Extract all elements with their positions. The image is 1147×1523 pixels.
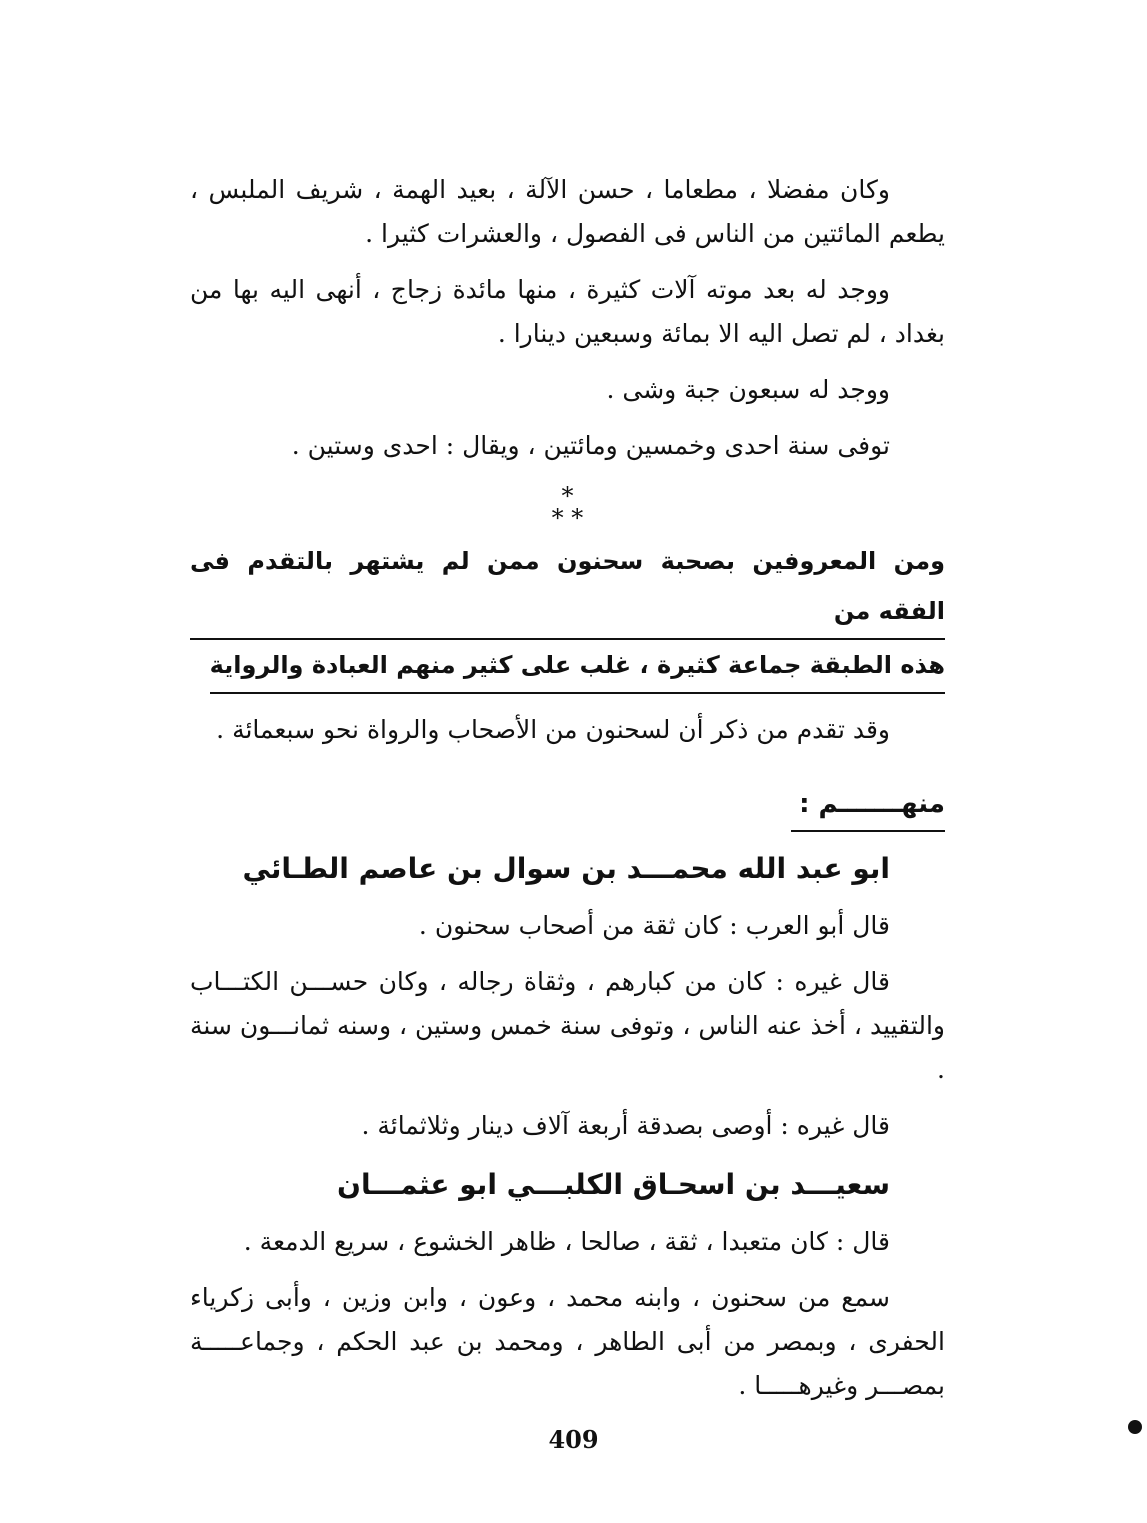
heading-line-2: هذه الطبقة جماعة كثيرة ، غلب على كثير منهم العبادة والرواية xyxy=(210,640,945,694)
paragraph: ووجد له بعد موته آلات كثيرة ، منها مائدة زجاج ، أنهى اليه بها من بغداد ، لم تصل اليه الا بمائة وسبعين دينارا . xyxy=(190,275,945,348)
heading-line-1: ومن المعروفين بصحبة سحنون ممن لم يشتهر بالتقدم فى الفقه من xyxy=(190,536,945,640)
star-bottom: * * xyxy=(551,504,584,532)
paragraph: قال أبو العرب : كان ثقة من أصحاب سحنون . xyxy=(418,911,890,940)
paragraph: وكان مفضلا ، مطعاما ، حسن الآلة ، بعيد الهمة ، شريف الملبس ، يطعم المائتين من الناس فى الفصول ، والعشرات كثيرا . xyxy=(190,175,945,248)
paragraph: توفى سنة احدى وخمسين ومائتين ، ويقال : احدى وستين . xyxy=(291,431,890,460)
paragraph: سمع من سحنون ، وابنه محمد ، وعون ، وابن وزين ، وأبى زكرياء الحفرى ، وبمصر من أبى الطاهر ، ومحمد بن عبد الحكم ، وجماعـــــة بمصـــر وغيرهـــــا . xyxy=(190,1283,945,1400)
chapter-heading xyxy=(190,536,945,694)
paragraph: قال غيره : كان من كبارهم ، وثقاة رجاله ، وكان حســـن الكتـــاب والتقييد ، أخذ عنه الناس ، وتوفى سنة خمس وستين ، وسنه ثمانـــون سنة . xyxy=(190,967,945,1084)
page-number: 409 xyxy=(548,1425,599,1454)
intro-paragraph: وقد تقدم من ذكر أن لسحنون من الأصحاب والرواة نحو سبعمائة . xyxy=(216,715,890,744)
section-label xyxy=(190,782,945,832)
paragraph: قال غيره : أوصى بصدقة أربعة آلاف دينار وثلاثمائة . xyxy=(361,1111,890,1140)
star-top: * xyxy=(561,482,574,510)
paragraph: ووجد له سبعون جبة وشى . xyxy=(606,375,890,404)
entry-name-1: ابو عبد الله محمـــد بن سوال بن عاصم الطـائي xyxy=(242,852,890,885)
page-body xyxy=(190,168,945,1420)
entry-name-2: سعيـــد بن اسحـاق الكلبـــي ابو عثمـــان xyxy=(337,1168,890,1201)
section-label-text: منهـــــــم : xyxy=(791,782,945,832)
margin-dot xyxy=(1128,1420,1142,1434)
section-divider-stars xyxy=(190,482,945,532)
paragraph: قال : كان متعبدا ، ثقة ، صالحا ، ظاهر الخشوع ، سريع الدمعة . xyxy=(243,1227,890,1256)
